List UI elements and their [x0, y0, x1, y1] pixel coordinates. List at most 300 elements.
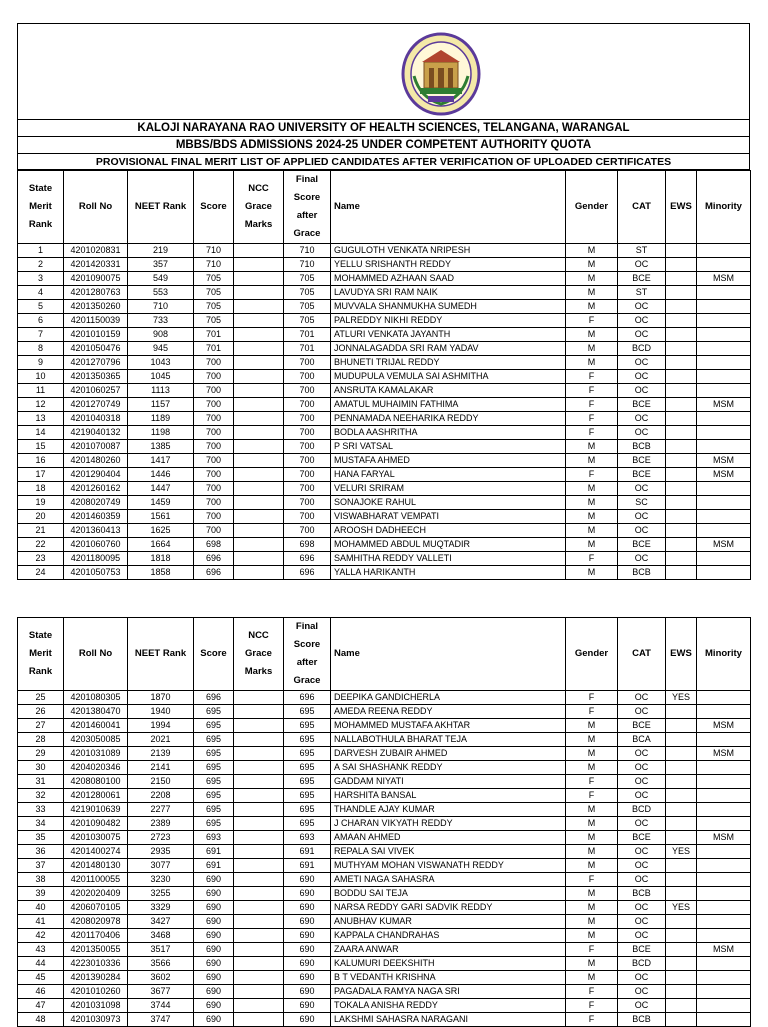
cell-minority — [697, 328, 751, 342]
cell-name: HARSHITA BANSAL — [331, 789, 566, 803]
table-row — [18, 412, 751, 426]
cell-minority — [697, 440, 751, 454]
cell-ews — [666, 286, 697, 300]
cell-gender: M — [566, 803, 618, 817]
cell-roll-no: 4201260162 — [64, 482, 128, 496]
cell-rank: 26 — [18, 705, 64, 719]
cell-final-score: 695 — [284, 747, 331, 761]
cell-final-score: 698 — [284, 538, 331, 552]
cell-gender: M — [566, 482, 618, 496]
cell-ews — [666, 985, 697, 999]
cell-cat: OC — [618, 300, 666, 314]
cell-minority: MSM — [697, 398, 751, 412]
cell-neet-rank: 1870 — [128, 691, 194, 705]
cell-gender: F — [566, 552, 618, 566]
cell-ews — [666, 496, 697, 510]
cell-rank: 30 — [18, 761, 64, 775]
cell-neet-rank: 3602 — [128, 971, 194, 985]
cell-ews — [666, 468, 697, 482]
cell-score: 690 — [194, 999, 234, 1013]
cell-ncc-grace — [234, 733, 284, 747]
cell-cat: OC — [618, 845, 666, 859]
cell-name: AMAAN AHMED — [331, 831, 566, 845]
cell-neet-rank: 1858 — [128, 566, 194, 580]
cell-minority — [697, 244, 751, 258]
cell-final-score: 695 — [284, 775, 331, 789]
table-row — [18, 440, 751, 454]
table-row — [18, 971, 751, 985]
cell-ncc-grace — [234, 775, 284, 789]
table-row — [18, 733, 751, 747]
cell-ncc-grace — [234, 552, 284, 566]
cell-roll-no: 4201180095 — [64, 552, 128, 566]
table-row — [18, 552, 751, 566]
cell-gender: M — [566, 496, 618, 510]
cell-name: MOHAMMED ABDUL MUQTADIR — [331, 538, 566, 552]
cell-final-score: 700 — [284, 384, 331, 398]
cell-neet-rank: 2389 — [128, 817, 194, 831]
cell-roll-no: 4219040132 — [64, 426, 128, 440]
merit-table-1 — [17, 170, 751, 580]
cell-name: YALLA HARIKANTH — [331, 566, 566, 580]
cell-final-score: 690 — [284, 971, 331, 985]
cell-final-score: 690 — [284, 915, 331, 929]
cell-minority — [697, 705, 751, 719]
table-header-row — [18, 618, 751, 691]
cell-roll-no: 4206070105 — [64, 901, 128, 915]
cell-final-score: 710 — [284, 258, 331, 272]
table-row — [18, 817, 751, 831]
cell-gender: M — [566, 258, 618, 272]
cell-cat: OC — [618, 356, 666, 370]
cell-score: 696 — [194, 691, 234, 705]
cell-neet-rank: 3230 — [128, 873, 194, 887]
table-row — [18, 845, 751, 859]
cell-name: LAKSHMI SAHASRA NARAGANI — [331, 1013, 566, 1027]
cell-name: JONNALAGADDA SRI RAM YADAV — [331, 342, 566, 356]
cell-cat: OC — [618, 524, 666, 538]
cell-ews — [666, 775, 697, 789]
cell-ncc-grace — [234, 370, 284, 384]
cell-gender: M — [566, 887, 618, 901]
cell-cat: BCE — [618, 831, 666, 845]
cell-score: 700 — [194, 524, 234, 538]
cell-cat: BCE — [618, 272, 666, 286]
table-row — [18, 859, 751, 873]
cell-neet-rank: 1113 — [128, 384, 194, 398]
cell-roll-no: 4201480260 — [64, 454, 128, 468]
cell-ews — [666, 272, 697, 286]
cell-name: AMEDA REENA REDDY — [331, 705, 566, 719]
col-state-merit-rank: State Merit Rank — [18, 618, 64, 691]
cell-gender: F — [566, 775, 618, 789]
cell-gender: F — [566, 985, 618, 999]
cell-final-score: 690 — [284, 943, 331, 957]
cell-neet-rank: 2141 — [128, 761, 194, 775]
cell-minority — [697, 300, 751, 314]
cell-name: SONAJOKE RAHUL — [331, 496, 566, 510]
cell-ncc-grace — [234, 398, 284, 412]
table-row — [18, 496, 751, 510]
cell-rank: 14 — [18, 426, 64, 440]
cell-ews — [666, 300, 697, 314]
table-row — [18, 468, 751, 482]
table-row — [18, 356, 751, 370]
cell-score: 695 — [194, 733, 234, 747]
cell-gender: F — [566, 426, 618, 440]
col-cat: CAT — [618, 618, 666, 691]
cell-cat: SC — [618, 496, 666, 510]
cell-ews — [666, 719, 697, 733]
cell-minority — [697, 999, 751, 1013]
cell-minority — [697, 775, 751, 789]
cell-minority — [697, 370, 751, 384]
cell-minority — [697, 412, 751, 426]
cell-roll-no: 4201350365 — [64, 370, 128, 384]
table-row — [18, 370, 751, 384]
cell-ews — [666, 999, 697, 1013]
cell-roll-no: 4201390284 — [64, 971, 128, 985]
table-header-row — [18, 171, 751, 244]
cell-ews — [666, 915, 697, 929]
cell-ews — [666, 705, 697, 719]
cell-cat: BCB — [618, 440, 666, 454]
cell-ncc-grace — [234, 845, 284, 859]
cell-gender: F — [566, 789, 618, 803]
cell-minority — [697, 356, 751, 370]
table-row — [18, 887, 751, 901]
cell-minority: MSM — [697, 719, 751, 733]
cell-ncc-grace — [234, 957, 284, 971]
cell-score: 695 — [194, 775, 234, 789]
cell-minority: MSM — [697, 538, 751, 552]
cell-name: NARSA REDDY GARI SADVIK REDDY — [331, 901, 566, 915]
cell-score: 690 — [194, 887, 234, 901]
cell-name: J CHARAN VIKYATH REDDY — [331, 817, 566, 831]
col-ncc-grace: NCC Grace Marks — [234, 618, 284, 691]
cell-ncc-grace — [234, 510, 284, 524]
cell-gender: M — [566, 971, 618, 985]
table-row — [18, 985, 751, 999]
cell-rank: 45 — [18, 971, 64, 985]
cell-roll-no: 4201280061 — [64, 789, 128, 803]
cell-final-score: 695 — [284, 733, 331, 747]
cell-score: 701 — [194, 342, 234, 356]
cell-cat: BCE — [618, 719, 666, 733]
table-row — [18, 747, 751, 761]
cell-gender: F — [566, 398, 618, 412]
cell-minority — [697, 929, 751, 943]
cell-neet-rank: 3255 — [128, 887, 194, 901]
cell-cat: BCA — [618, 733, 666, 747]
cell-cat: OC — [618, 328, 666, 342]
cell-final-score: 690 — [284, 1013, 331, 1027]
cell-final-score: 690 — [284, 957, 331, 971]
cell-score: 700 — [194, 398, 234, 412]
cell-roll-no: 4201050476 — [64, 342, 128, 356]
cell-roll-no: 4201420331 — [64, 258, 128, 272]
cell-ews — [666, 957, 697, 971]
cell-score: 695 — [194, 817, 234, 831]
cell-roll-no: 4201020831 — [64, 244, 128, 258]
table-row — [18, 244, 751, 258]
cell-neet-rank: 1625 — [128, 524, 194, 538]
cell-ews — [666, 384, 697, 398]
cell-roll-no: 4208080100 — [64, 775, 128, 789]
cell-roll-no: 4201150039 — [64, 314, 128, 328]
cell-ncc-grace — [234, 342, 284, 356]
university-name: KALOJI NARAYANA RAO UNIVERSITY OF HEALTH SCIENCES, TELANGANA, WARANGAL — [18, 119, 749, 137]
cell-roll-no: 4201380470 — [64, 705, 128, 719]
cell-gender: M — [566, 957, 618, 971]
cell-ncc-grace — [234, 915, 284, 929]
table-row — [18, 286, 751, 300]
cell-ews — [666, 342, 697, 356]
cell-roll-no: 4201270749 — [64, 398, 128, 412]
cell-score: 700 — [194, 356, 234, 370]
col-ews: EWS — [666, 171, 697, 244]
cell-ncc-grace — [234, 789, 284, 803]
cell-rank: 36 — [18, 845, 64, 859]
cell-minority — [697, 1013, 751, 1027]
cell-roll-no: 4201031098 — [64, 999, 128, 1013]
cell-name: MUDUPULA VEMULA SAI ASHMITHA — [331, 370, 566, 384]
cell-ncc-grace — [234, 468, 284, 482]
cell-ncc-grace — [234, 412, 284, 426]
cell-cat: BCD — [618, 803, 666, 817]
cell-minority — [697, 258, 751, 272]
cell-neet-rank: 1940 — [128, 705, 194, 719]
cell-name: NALLABOTHULA BHARAT TEJA — [331, 733, 566, 747]
table-row — [18, 957, 751, 971]
cell-neet-rank: 553 — [128, 286, 194, 300]
cell-ews — [666, 831, 697, 845]
cell-name: P SRI VATSAL — [331, 440, 566, 454]
cell-cat: OC — [618, 691, 666, 705]
table-row — [18, 691, 751, 705]
cell-gender: F — [566, 1013, 618, 1027]
cell-ncc-grace — [234, 524, 284, 538]
cell-rank: 6 — [18, 314, 64, 328]
cell-name: KAPPALA CHANDRAHAS — [331, 929, 566, 943]
table-row — [18, 398, 751, 412]
cell-score: 695 — [194, 705, 234, 719]
cell-score: 695 — [194, 761, 234, 775]
cell-rank: 25 — [18, 691, 64, 705]
cell-score: 695 — [194, 719, 234, 733]
cell-final-score: 695 — [284, 789, 331, 803]
cell-minority: MSM — [697, 747, 751, 761]
cell-minority — [697, 761, 751, 775]
cell-neet-rank: 1045 — [128, 370, 194, 384]
cell-roll-no: 4201030075 — [64, 831, 128, 845]
cell-ews — [666, 929, 697, 943]
cell-final-score: 690 — [284, 887, 331, 901]
table-row — [18, 719, 751, 733]
cell-name: ANUBHAV KUMAR — [331, 915, 566, 929]
cell-ncc-grace — [234, 538, 284, 552]
cell-minority — [697, 873, 751, 887]
cell-roll-no: 4201040318 — [64, 412, 128, 426]
cell-gender: M — [566, 747, 618, 761]
cell-ncc-grace — [234, 244, 284, 258]
cell-neet-rank: 3747 — [128, 1013, 194, 1027]
table-row — [18, 775, 751, 789]
table-row — [18, 538, 751, 552]
cell-ncc-grace — [234, 496, 284, 510]
cell-gender: F — [566, 691, 618, 705]
cell-final-score: 691 — [284, 845, 331, 859]
cell-final-score: 705 — [284, 286, 331, 300]
cell-ncc-grace — [234, 384, 284, 398]
cell-gender: M — [566, 510, 618, 524]
cell-name: PAGADALA RAMYA NAGA SRI — [331, 985, 566, 999]
cell-ews — [666, 803, 697, 817]
cell-gender: M — [566, 566, 618, 580]
col-neet-rank: NEET Rank — [128, 618, 194, 691]
table-row — [18, 314, 751, 328]
cell-ews: YES — [666, 691, 697, 705]
cell-rank: 46 — [18, 985, 64, 999]
cell-rank: 2 — [18, 258, 64, 272]
cell-rank: 32 — [18, 789, 64, 803]
cell-name: MOHAMMED MUSTAFA AKHTAR — [331, 719, 566, 733]
cell-gender: M — [566, 831, 618, 845]
cell-minority — [697, 957, 751, 971]
cell-roll-no: 4201460359 — [64, 510, 128, 524]
cell-name: THANDLE AJAY KUMAR — [331, 803, 566, 817]
cell-score: 695 — [194, 747, 234, 761]
cell-rank: 38 — [18, 873, 64, 887]
cell-score: 700 — [194, 440, 234, 454]
cell-cat: BCB — [618, 1013, 666, 1027]
cell-rank: 34 — [18, 817, 64, 831]
cell-cat: OC — [618, 370, 666, 384]
cell-ews — [666, 510, 697, 524]
cell-final-score: 700 — [284, 454, 331, 468]
cell-roll-no: 4201031089 — [64, 747, 128, 761]
cell-name: GADDAM NIYATI — [331, 775, 566, 789]
cell-minority: MSM — [697, 943, 751, 957]
cell-ncc-grace — [234, 971, 284, 985]
cell-score: 690 — [194, 971, 234, 985]
cell-roll-no: 4201050753 — [64, 566, 128, 580]
cell-roll-no: 4201100055 — [64, 873, 128, 887]
cell-cat: OC — [618, 985, 666, 999]
cell-minority — [697, 384, 751, 398]
cell-cat: OC — [618, 747, 666, 761]
cell-ncc-grace — [234, 859, 284, 873]
cell-name: AROOSH DADHEECH — [331, 524, 566, 538]
table-row — [18, 566, 751, 580]
cell-cat: BCB — [618, 566, 666, 580]
cell-minority: MSM — [697, 454, 751, 468]
cell-rank: 13 — [18, 412, 64, 426]
cell-roll-no: 4201290404 — [64, 468, 128, 482]
cell-ncc-grace — [234, 1013, 284, 1027]
cell-name: ANSRUTA KAMALAKAR — [331, 384, 566, 398]
cell-gender: M — [566, 915, 618, 929]
table-row — [18, 873, 751, 887]
cell-neet-rank: 1189 — [128, 412, 194, 426]
cell-roll-no: 4201090075 — [64, 272, 128, 286]
cell-gender: M — [566, 342, 618, 356]
cell-ncc-grace — [234, 817, 284, 831]
cell-score: 705 — [194, 300, 234, 314]
cell-ncc-grace — [234, 440, 284, 454]
cell-ncc-grace — [234, 803, 284, 817]
cell-minority — [697, 342, 751, 356]
cell-rank: 44 — [18, 957, 64, 971]
table-row — [18, 761, 751, 775]
cell-minority — [697, 566, 751, 580]
cell-gender: F — [566, 412, 618, 426]
cell-rank: 12 — [18, 398, 64, 412]
cell-rank: 10 — [18, 370, 64, 384]
cell-cat: OC — [618, 384, 666, 398]
cell-ews — [666, 454, 697, 468]
cell-rank: 28 — [18, 733, 64, 747]
cell-roll-no: 4208020749 — [64, 496, 128, 510]
cell-final-score: 700 — [284, 482, 331, 496]
col-final-score: Final Score after Grace — [284, 618, 331, 691]
cell-final-score: 700 — [284, 496, 331, 510]
cell-cat: OC — [618, 510, 666, 524]
cell-rank: 11 — [18, 384, 64, 398]
cell-ews — [666, 314, 697, 328]
table-row — [18, 454, 751, 468]
table-row — [18, 510, 751, 524]
cell-gender: F — [566, 943, 618, 957]
university-seal-logo — [400, 32, 482, 116]
table-row — [18, 384, 751, 398]
cell-final-score: 710 — [284, 244, 331, 258]
cell-final-score: 696 — [284, 691, 331, 705]
cell-cat: BCE — [618, 398, 666, 412]
cell-score: 690 — [194, 957, 234, 971]
cell-rank: 48 — [18, 1013, 64, 1027]
col-name: Name — [331, 618, 566, 691]
col-neet-rank: NEET Rank — [128, 171, 194, 244]
cell-ncc-grace — [234, 454, 284, 468]
cell-roll-no: 4204020346 — [64, 761, 128, 775]
cell-name: MUTHYAM MOHAN VISWANATH REDDY — [331, 859, 566, 873]
cell-roll-no: 4203050085 — [64, 733, 128, 747]
table-row — [18, 803, 751, 817]
cell-ews — [666, 873, 697, 887]
cell-score: 690 — [194, 915, 234, 929]
cell-rank: 23 — [18, 552, 64, 566]
cell-final-score: 700 — [284, 412, 331, 426]
col-gender: Gender — [566, 171, 618, 244]
cell-final-score: 693 — [284, 831, 331, 845]
cell-rank: 40 — [18, 901, 64, 915]
cell-neet-rank: 3468 — [128, 929, 194, 943]
cell-score: 710 — [194, 258, 234, 272]
cell-name: MUSTAFA AHMED — [331, 454, 566, 468]
cell-gender: M — [566, 244, 618, 258]
cell-cat: OC — [618, 859, 666, 873]
cell-minority — [697, 426, 751, 440]
cell-cat: OC — [618, 552, 666, 566]
cell-name: LAVUDYA SRI RAM NAIK — [331, 286, 566, 300]
cell-score: 700 — [194, 482, 234, 496]
cell-name: PALREDDY NIKHI REDDY — [331, 314, 566, 328]
cell-rank: 47 — [18, 999, 64, 1013]
table-row — [18, 482, 751, 496]
cell-ncc-grace — [234, 482, 284, 496]
cell-rank: 37 — [18, 859, 64, 873]
